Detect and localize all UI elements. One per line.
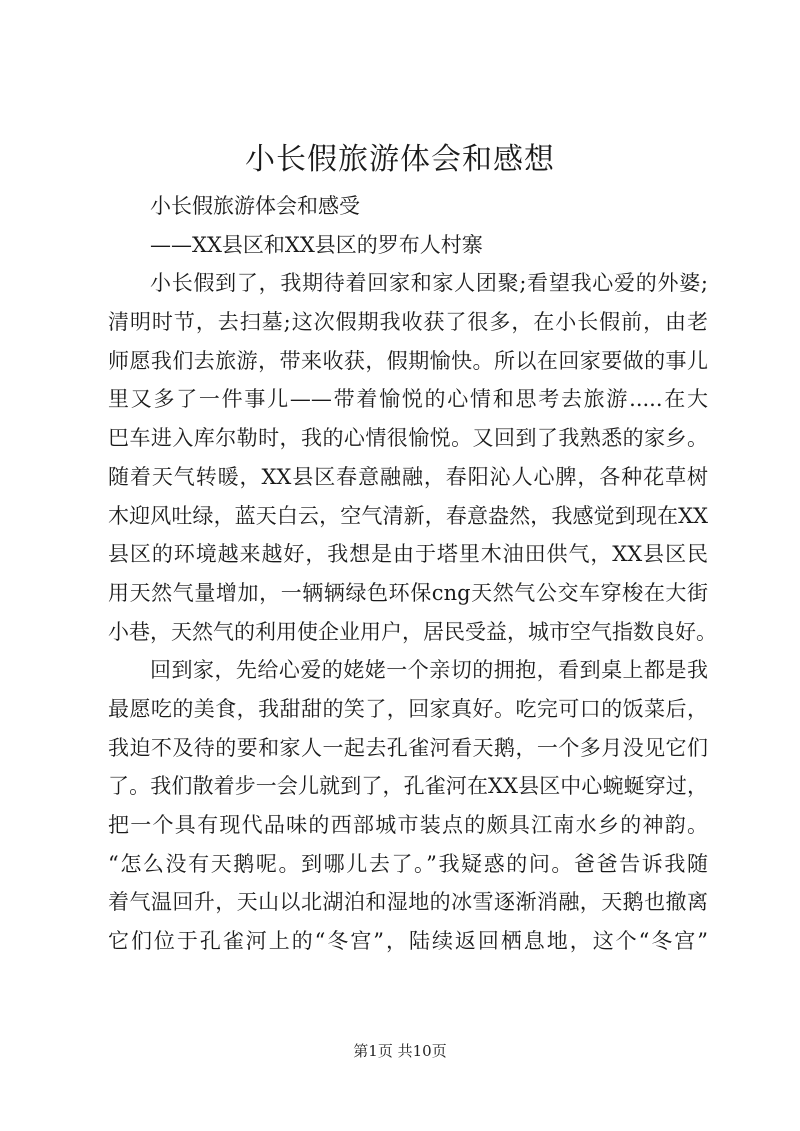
text-line: 最愿吃的美食，我甜甜的笑了，回家真好。吃完可口的饭菜后， (108, 696, 708, 721)
text-line: 木迎风吐绿，蓝天白云，空气清新，春意盎然，我感觉到现在XX (108, 503, 708, 528)
text-line: 里又多了一件事儿——带着愉悦的心情和思考去旅游.....在大 (108, 387, 708, 412)
text-line: 了。我们散着步一会儿就到了，孔雀河在XX县区中心蜿蜒穿过， (108, 774, 708, 799)
text-line: 巴车进入库尔勒时，我的心情很愉悦。又回到了我熟悉的家乡。 (108, 426, 708, 451)
text-line: “怎么没有天鹅呢。到哪儿去了。”我疑惑的问。爸爸告诉我随 (108, 851, 708, 876)
page-footer: 第1页 共10页 (353, 1042, 447, 1060)
text-line: 清明时节，去扫墓;这次假期我收获了很多，在小长假前，由老 (108, 310, 708, 335)
document-title: 小长假旅游体会和感想 (245, 142, 555, 177)
text-line: 我迫不及待的要和家人一起去孔雀河看天鹅，一个多月没见它们 (108, 735, 708, 760)
text-line: 师愿我们去旅游，带来收获，假期愉快。所以在回家要做的事儿 (108, 348, 708, 373)
document-body (108, 187, 717, 961)
text-line: 随着天气转暖，XX县区春意融融，春阳沁人心脾，各种花草树 (108, 464, 708, 489)
text-line: 小巷，天然气的利用使企业用户，居民受益，城市空气指数良好。 (108, 619, 717, 644)
text-line: 回到家，先给心爱的姥姥一个亲切的拥抱，看到桌上都是我 (150, 658, 708, 683)
text-line: 小长假到了，我期待着回家和家人团聚;看望我心爱的外婆; (150, 271, 708, 296)
text-line: 小长假旅游体会和感受 (150, 194, 360, 218)
text-line: 县区的环境越来越好，我想是由于塔里木油田供气，XX县区民 (108, 542, 708, 567)
text-line: 把一个具有现代品味的西部城市装点的颇具江南水乡的神韵。 (108, 813, 708, 837)
text-line: 它们位于孔雀河上的“冬宫”，陆续返回栖息地，这个“冬宫” (108, 929, 708, 954)
text-line: 着气温回升，天山以北湖泊和湿地的冰雪逐渐消融，天鹅也撤离 (108, 890, 708, 915)
text-line: ——XX县区和XX县区的罗布人村寨 (150, 232, 483, 257)
text-line: 用天然气量增加，一辆辆绿色环保cng天然气公交车穿梭在大街 (108, 580, 708, 605)
